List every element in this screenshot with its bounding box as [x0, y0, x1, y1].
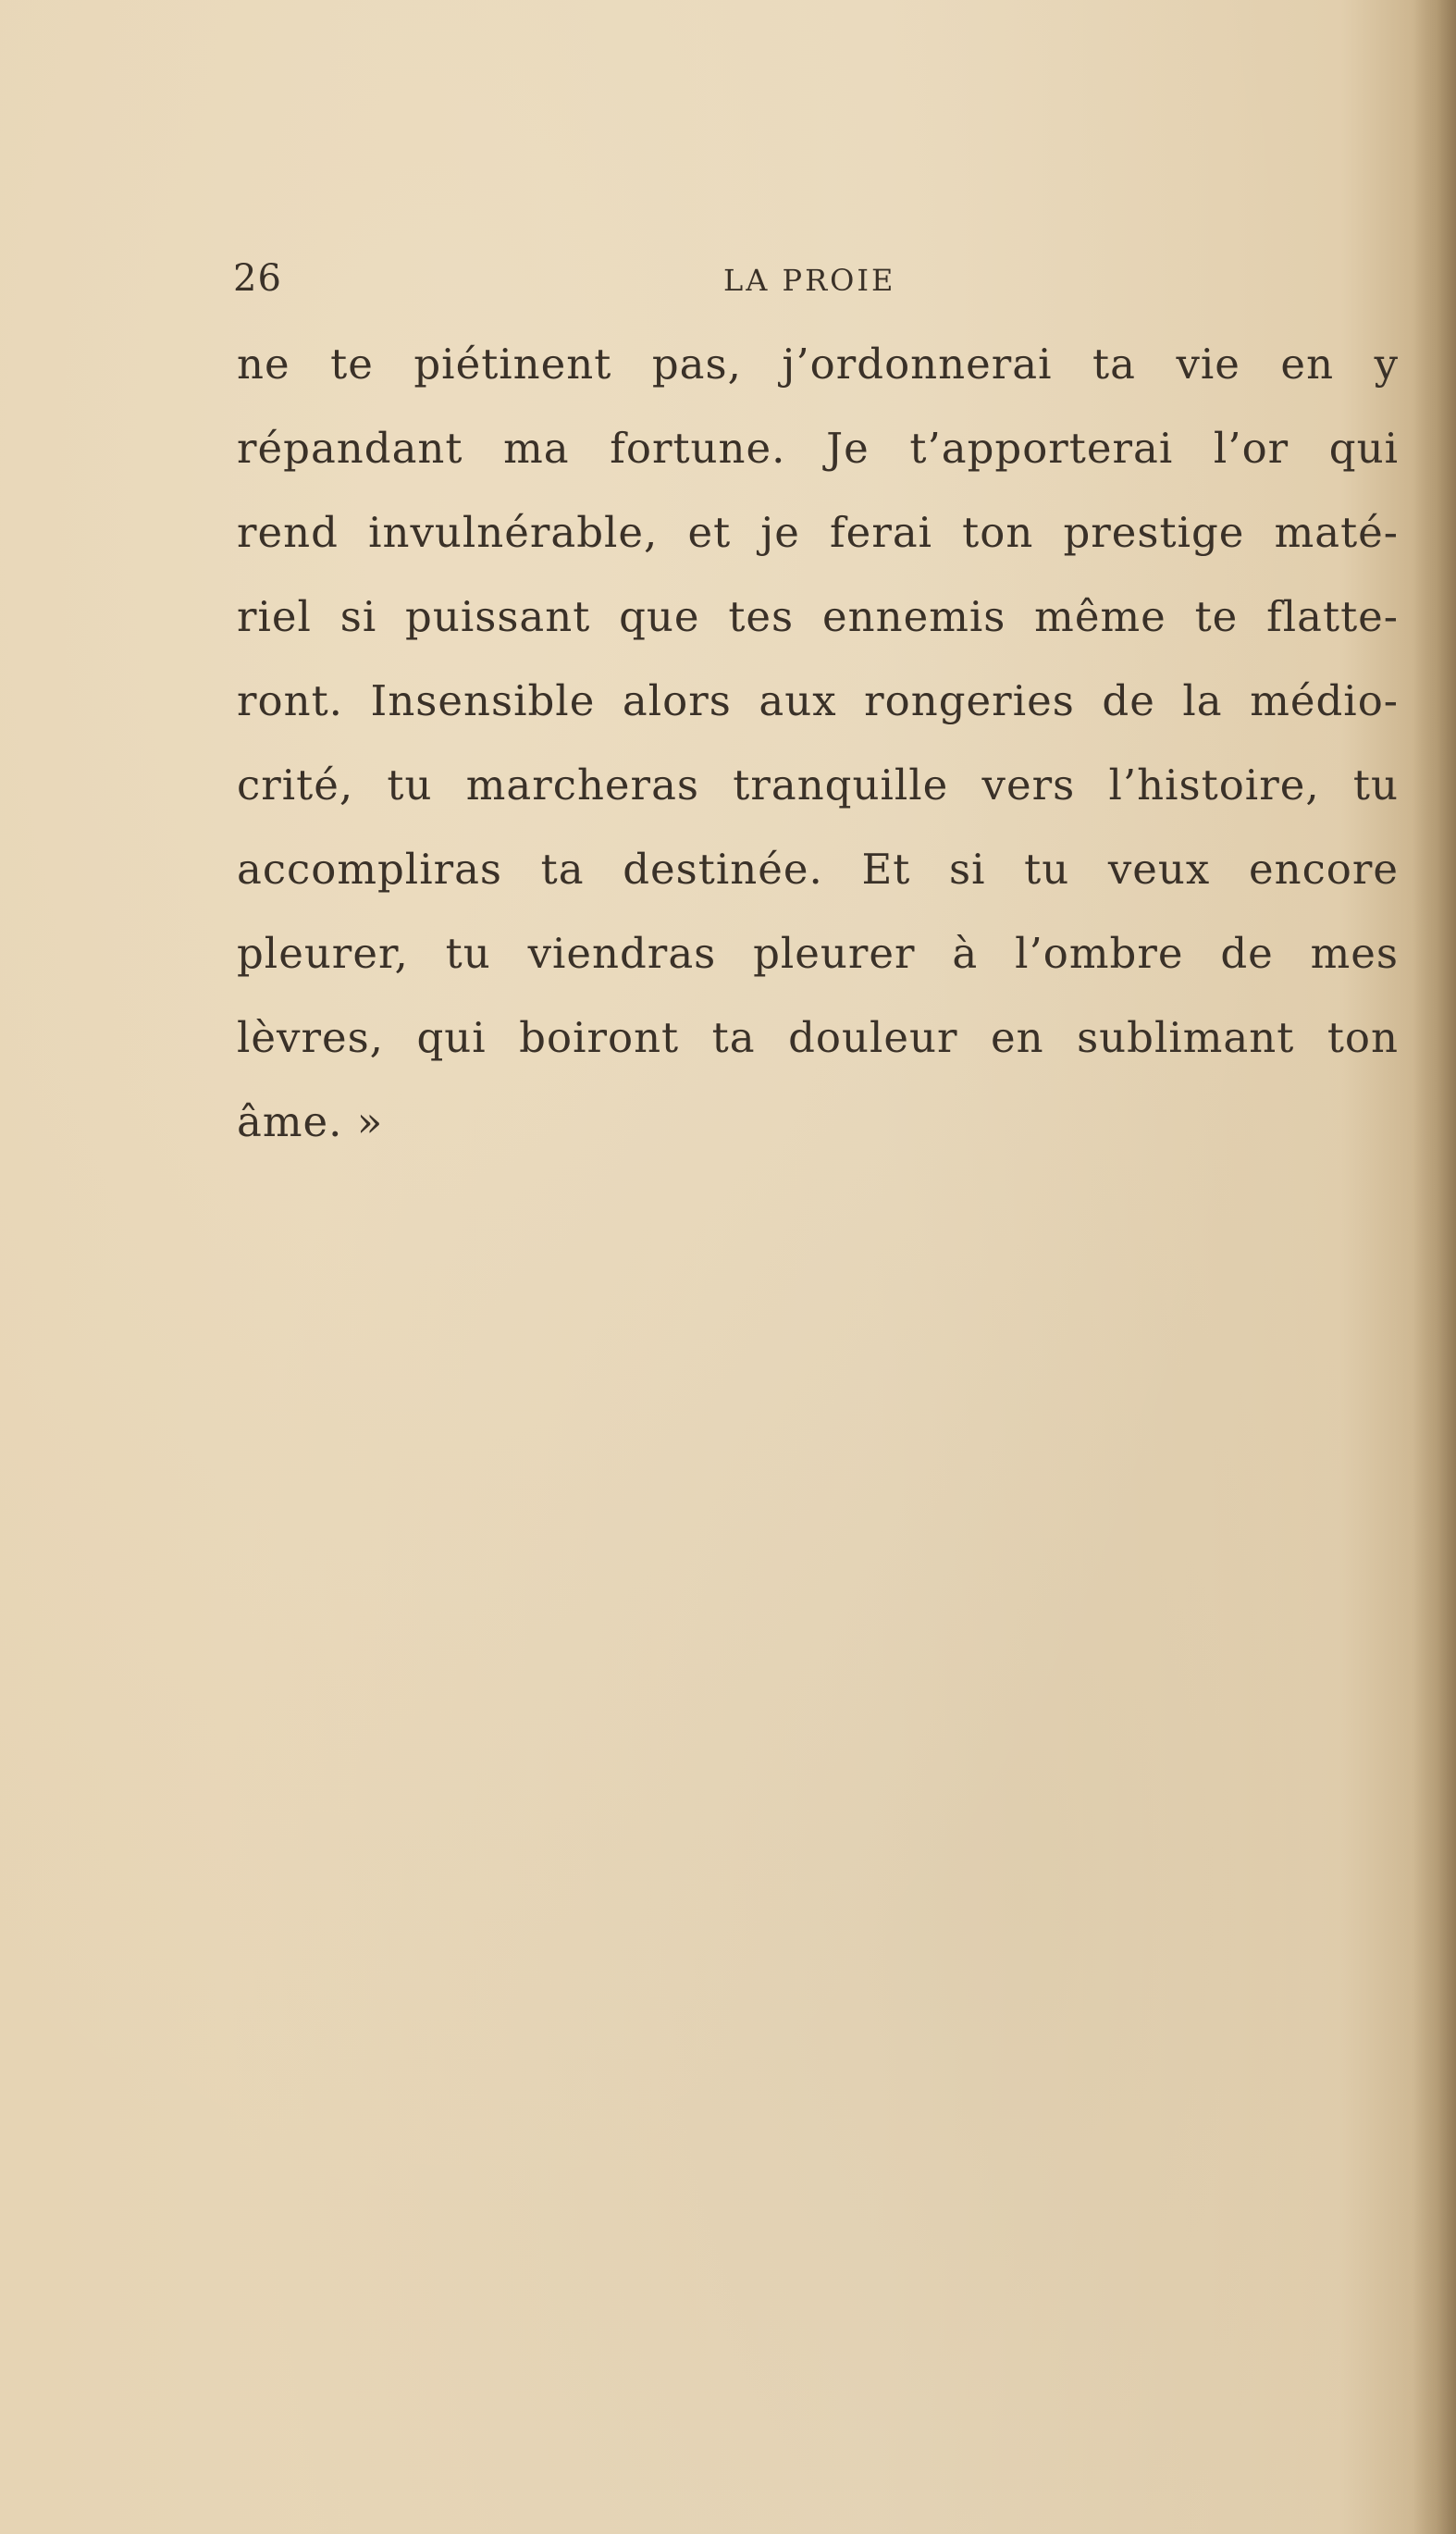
text-line: lèvres, qui boiront ta douleur en sublimant ton — [237, 1013, 1399, 1062]
body-text — [237, 322, 1399, 1164]
text-line: riel si puissant que tes ennemis même te flatte- — [237, 592, 1399, 641]
page-header-title: LA PROIE — [723, 263, 896, 298]
text-line: crité, tu marcheras tranquille vers l’histoire, tu — [237, 760, 1399, 810]
page-edge-shadow — [1413, 0, 1456, 2534]
text-line: accompliras ta destinée. Et si tu veux encore — [237, 845, 1399, 894]
text-line: ne te piétinent pas, j’ordonnerai ta vie en y — [237, 340, 1399, 389]
page-number: 26 — [233, 257, 282, 300]
text-line: répandant ma fortune. Je t’apporterai l’or qui — [237, 424, 1399, 473]
text-line: ront. Insensible alors aux rongeries de la médio- — [237, 676, 1399, 725]
text-line: rend invulnérable, et je ferai ton prestige maté- — [237, 508, 1399, 557]
running-head — [233, 250, 1399, 305]
text-line: pleurer, tu viendras pleurer à l’ombre de mes — [237, 929, 1399, 978]
text-line-last: âme. » — [237, 1097, 384, 1146]
